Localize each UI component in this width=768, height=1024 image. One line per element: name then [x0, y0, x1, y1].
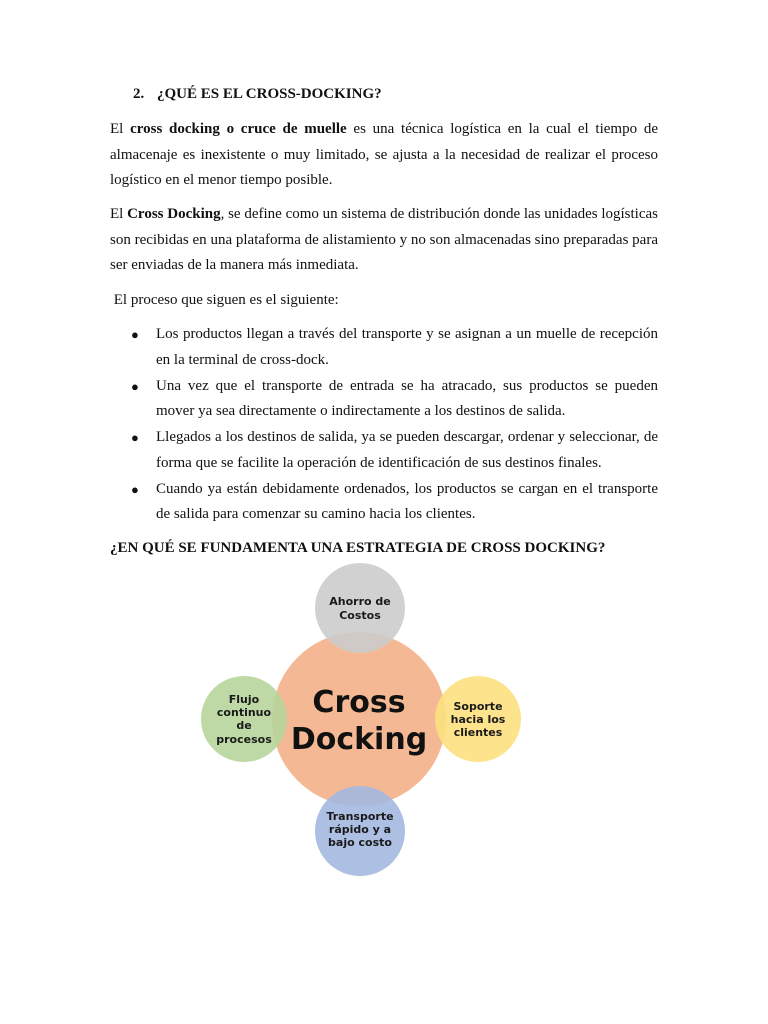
cross-docking-diagram	[0, 560, 768, 880]
list-item	[110, 477, 658, 528]
right-label-line1: Soporte	[453, 700, 503, 713]
paragraph-prefix: El	[110, 206, 128, 222]
bottom-label-line3: bajo costo	[328, 836, 392, 849]
bottom-label-line1: Transporte	[326, 810, 394, 823]
list-item-text: Cuando ya están debidamente ordenados, los productos se cargan en el transporte de salida para comenzar su camino hacia los clientes.	[156, 480, 658, 522]
left-label-line3: de	[236, 719, 252, 732]
paragraph-definition	[110, 117, 658, 194]
list-item	[110, 425, 658, 476]
paragraph-system	[110, 202, 658, 279]
list-item-text: Llegados a los destinos de salida, ya se pueden descargar, ordenar y seleccionar, de forma que se facilite la operación de identificación de sus destinos finales.	[156, 429, 658, 471]
paragraph-prefix: El	[110, 121, 131, 137]
right-label-line2: hacia los	[450, 713, 506, 726]
section-number: 2.	[133, 86, 145, 102]
left-label-line4: procesos	[216, 733, 272, 746]
list-item	[110, 374, 658, 425]
top-circle	[315, 563, 405, 653]
list-item-text: Los productos llegan a través del transporte y se asignan a un muelle de recepción en la terminal de cross-dock.	[156, 326, 658, 368]
bold-term: Cross Docking	[127, 206, 221, 222]
bullet-icon: ●	[131, 481, 139, 497]
left-label-line1: Flujo	[228, 693, 260, 706]
center-label-line2: Docking	[290, 722, 428, 757]
top-label-line2: Costos	[339, 609, 381, 622]
strategy-heading: ¿EN QUÉ SE FUNDAMENTA UNA ESTRATEGIA DE CROSS DOCKING?	[110, 540, 606, 556]
section-heading	[133, 86, 382, 103]
list-item-text: Una vez que el transporte de entrada se ha atracado, sus productos se pueden mover ya sea directamente o indirectamente a los destinos de salida.	[156, 377, 658, 419]
top-label-line1: Ahorro de	[329, 595, 391, 608]
center-label-line1: Cross	[312, 685, 406, 720]
bullet-icon: ●	[131, 327, 139, 342]
process-list	[110, 322, 658, 528]
bullet-icon: ●	[131, 430, 139, 445]
bullet-icon: ●	[131, 378, 139, 394]
paragraph-body: , se define como un sistema de distribución donde las unidades logísticas son recibidas en una plataforma de alistamiento y no son almacenadas sino preparadas para ser enviadas de la manera más inmediata.	[110, 206, 659, 273]
section-title: ¿QUÉ ES EL CROSS-DOCKING?	[157, 86, 382, 102]
right-label-line3: clientes	[453, 726, 503, 739]
bold-term: cross docking o cruce de muelle	[130, 121, 347, 137]
paragraph-process-intro: El proceso que siguen es el siguiente:	[110, 292, 339, 308]
list-item	[110, 322, 658, 373]
bottom-label-line2: rápido y a	[328, 823, 392, 836]
paragraph-body: es una técnica logística en la cual el tiempo de almacenaje es inexistente o muy limitado, se ajusta a la necesidad de realizar el proceso logístico en el menor tiempo posible.	[110, 121, 658, 188]
left-label-line2: continuo	[216, 706, 272, 719]
